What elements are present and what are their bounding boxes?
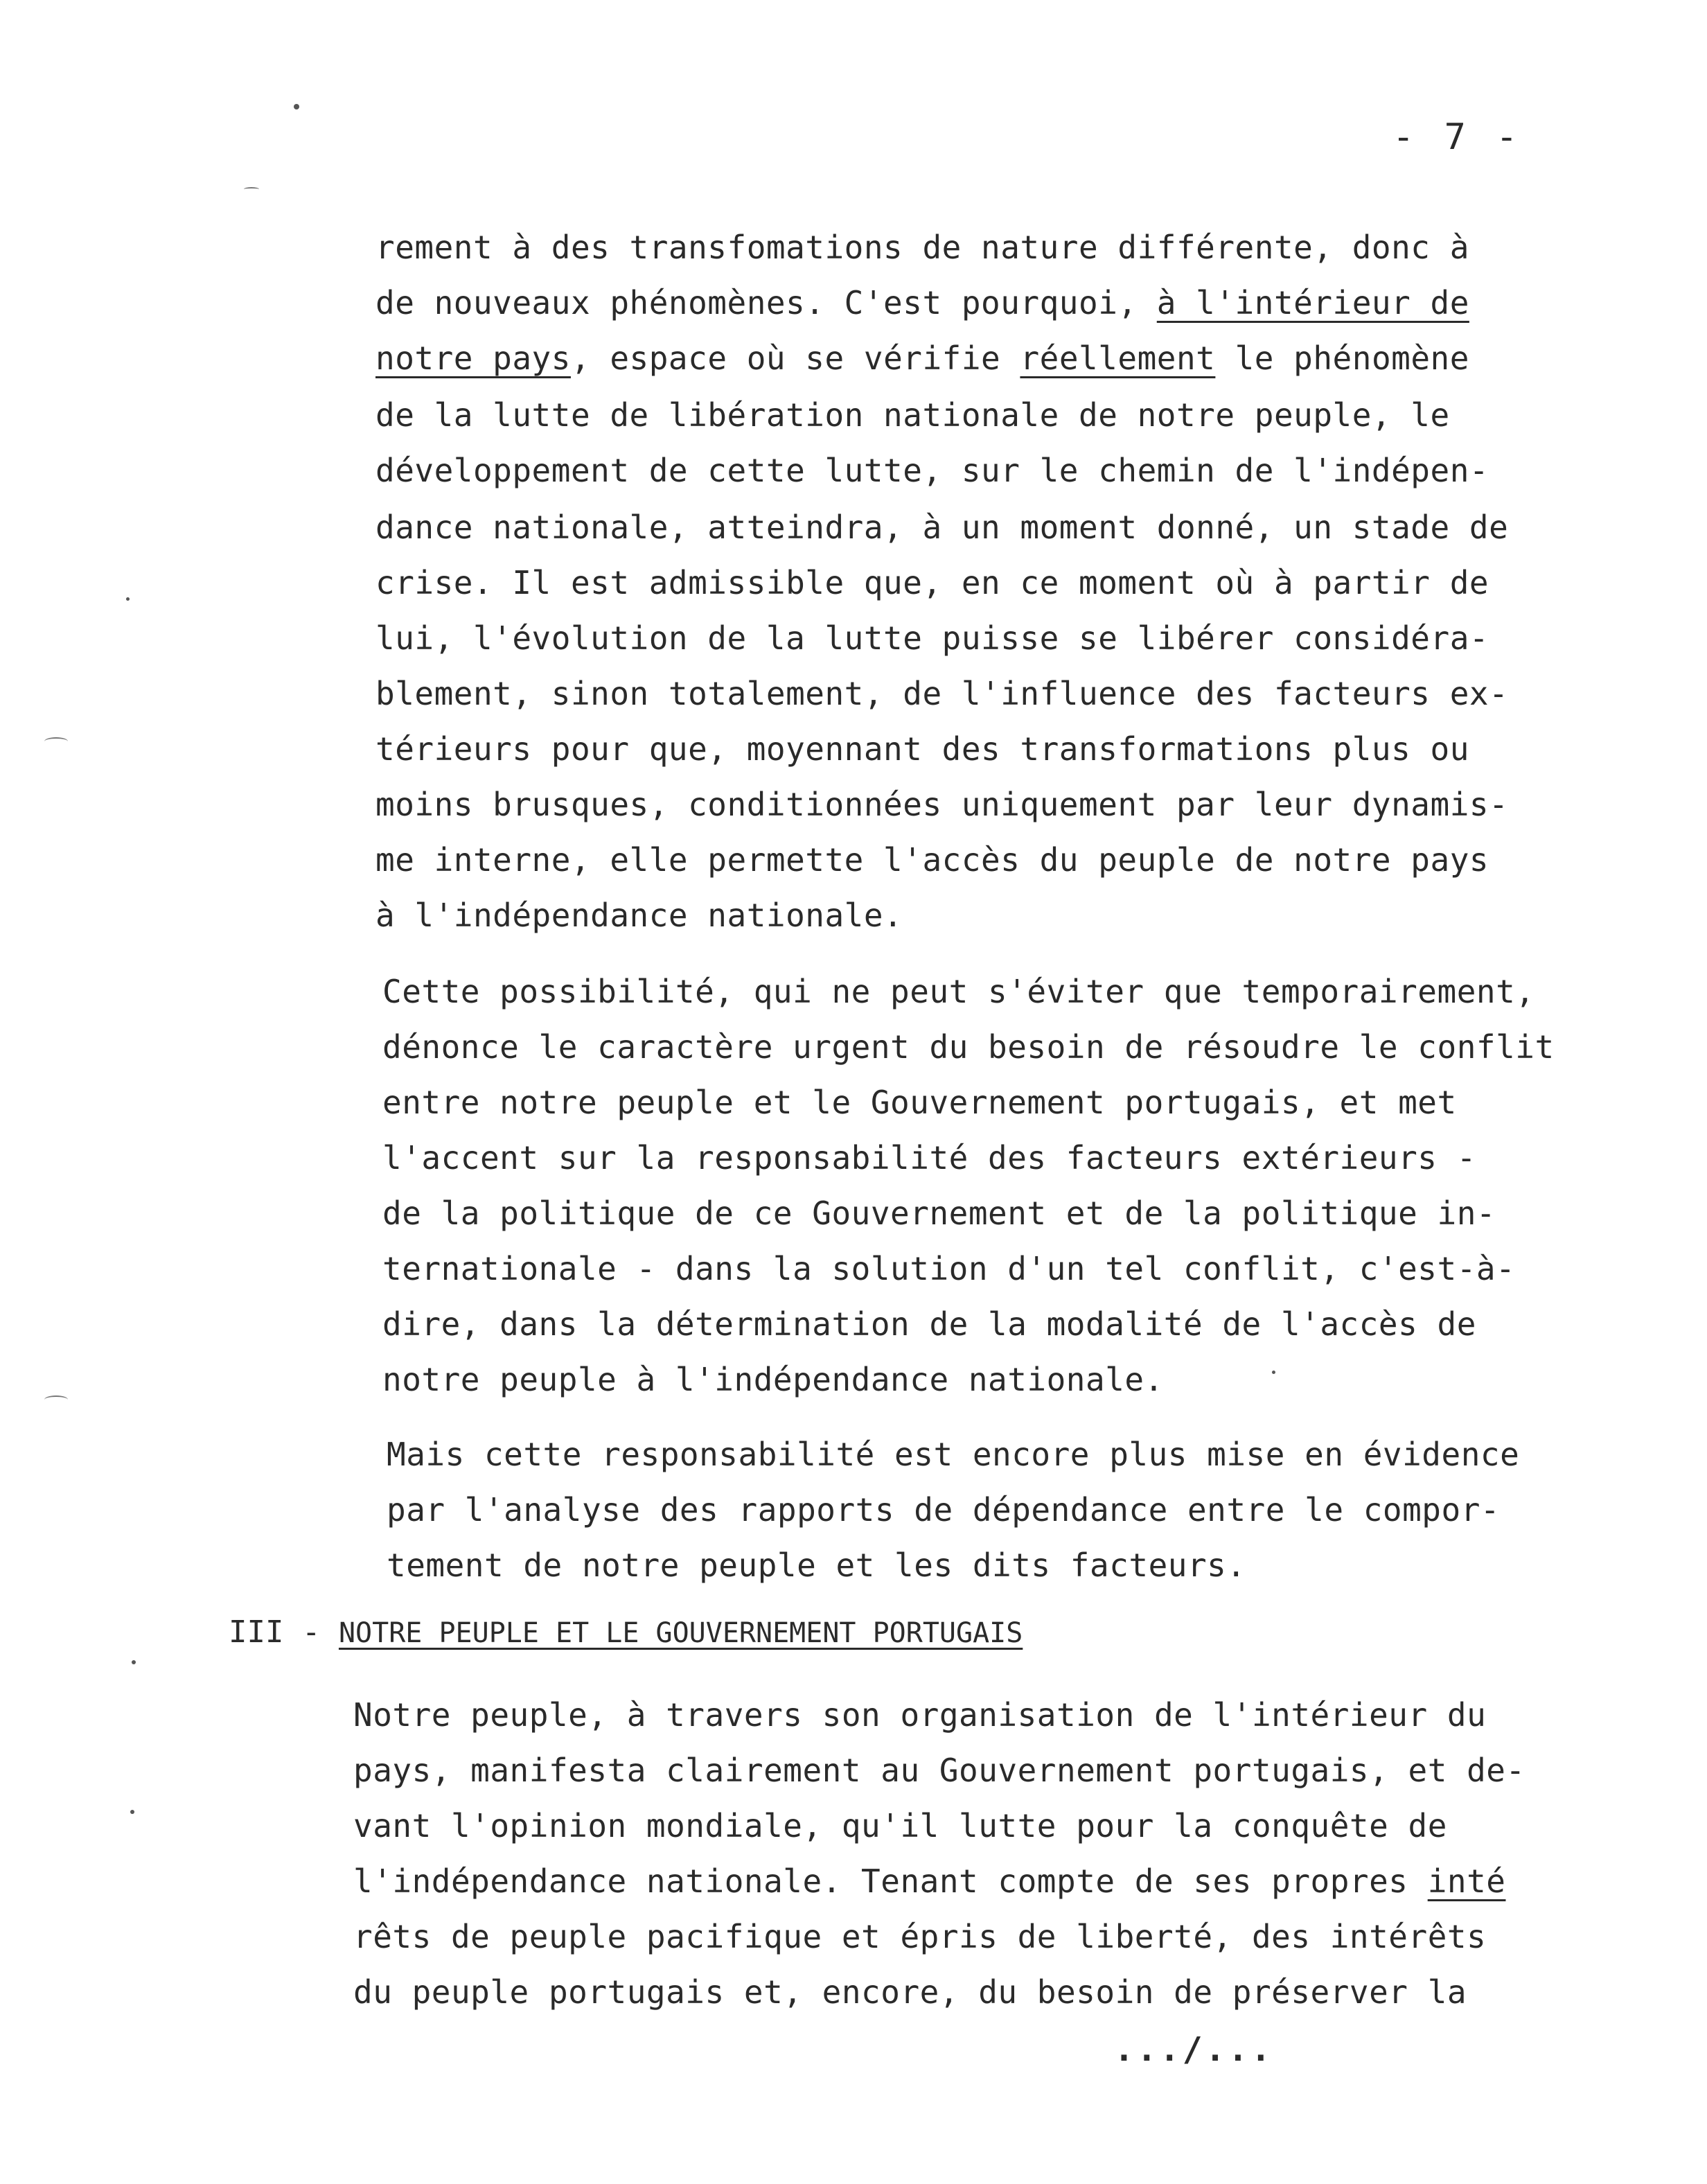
text-line: dire, dans la détermination de la modalité de l'accès de bbox=[382, 1305, 1476, 1343]
text-line: développement de cette lutte, sur le chemin de l'indépen- bbox=[375, 452, 1489, 489]
text-line: crise. Il est admissible que, en ce moment où à partir de bbox=[375, 564, 1489, 601]
scan-margin-mark bbox=[44, 1395, 68, 1404]
text-line: moins brusques, conditionnées uniquement par leur dynamis- bbox=[375, 786, 1509, 823]
scan-margin-mark bbox=[44, 737, 68, 746]
text-line bbox=[375, 340, 1469, 377]
scan-speck bbox=[294, 104, 299, 109]
text-segment: l'indépendance nationale. Tenant compte de ses propres bbox=[353, 1862, 1428, 1900]
text-segment: , espace où se vérifie bbox=[570, 340, 1020, 377]
text-line: me interne, elle permette l'accès du peuple de notre pays bbox=[375, 841, 1489, 879]
text-line: ternationale - dans la solution d'un tel conflit, c'est-à- bbox=[382, 1250, 1516, 1287]
text-line: vant l'opinion mondiale, qu'il lutte pour la conquête de bbox=[353, 1807, 1447, 1844]
underlined-text: réellement bbox=[1020, 340, 1216, 377]
text-line: du peuple portugais et, encore, du besoin de préserver la bbox=[353, 1973, 1467, 2011]
text-line: rêts de peuple pacifique et épris de liberté, des intérêts bbox=[353, 1918, 1487, 1955]
scan-speck bbox=[132, 1660, 136, 1664]
page-number: - 7 - bbox=[1392, 116, 1522, 158]
scan-speck bbox=[130, 1810, 134, 1814]
text-segment: de nouveaux phénomènes. C'est pourquoi, bbox=[375, 284, 1157, 322]
text-line: Notre peuple, à travers son organisation de l'intérieur du bbox=[353, 1696, 1487, 1734]
section-numeral: III - bbox=[229, 1614, 339, 1650]
text-segment: le phénomène bbox=[1215, 340, 1469, 377]
underlined-text: notre pays bbox=[375, 340, 571, 377]
underlined-text: à l'intérieur de bbox=[1156, 284, 1469, 322]
text-line bbox=[353, 1862, 1506, 1900]
section-heading bbox=[229, 1614, 1023, 1650]
text-line: Cette possibilité, qui ne peut s'éviter que temporairement, bbox=[382, 973, 1535, 1010]
continuation-mark: .../... bbox=[1114, 2030, 1274, 2069]
underlined-text: inté bbox=[1427, 1862, 1506, 1900]
text-line: dénonce le caractère urgent du besoin de résoudre le conflit bbox=[382, 1028, 1555, 1066]
text-line: blement, sinon totalement, de l'influence des facteurs ex- bbox=[375, 675, 1509, 712]
text-line: de la lutte de libération nationale de notre peuple, le bbox=[375, 396, 1450, 434]
text-line: Mais cette responsabilité est encore plus mise en évidence bbox=[387, 1436, 1520, 1473]
text-line: pays, manifesta clairement au Gouvernement portugais, et de- bbox=[353, 1752, 1525, 1789]
text-line: de la politique de ce Gouvernement et de la politique in- bbox=[382, 1195, 1496, 1232]
section-title: NOTRE PEUPLE ET LE GOUVERNEMENT PORTUGAIS bbox=[338, 1617, 1023, 1649]
text-line: térieurs pour que, moyennant des transformations plus ou bbox=[375, 730, 1469, 768]
text-line: lui, l'évolution de la lutte puisse se libérer considéra- bbox=[375, 619, 1489, 657]
scan-speck bbox=[126, 597, 130, 601]
text-line: l'accent sur la responsabilité des facteurs extérieurs - bbox=[382, 1139, 1476, 1177]
text-line: par l'analyse des rapports de dépendance entre le compor- bbox=[387, 1491, 1501, 1529]
scan-margin-mark bbox=[244, 187, 259, 191]
text-line: tement de notre peuple et les dits facteurs. bbox=[387, 1547, 1246, 1584]
text-line: à l'indépendance nationale. bbox=[375, 897, 903, 934]
text-line: dance nationale, atteindra, à un moment donné, un stade de bbox=[375, 509, 1509, 546]
text-line bbox=[375, 284, 1469, 322]
text-line: notre peuple à l'indépendance nationale. bbox=[382, 1361, 1164, 1398]
text-line: rement à des transfomations de nature différente, donc à bbox=[375, 229, 1469, 266]
text-line: entre notre peuple et le Gouvernement portugais, et met bbox=[382, 1084, 1457, 1121]
scan-speck bbox=[1272, 1371, 1275, 1374]
